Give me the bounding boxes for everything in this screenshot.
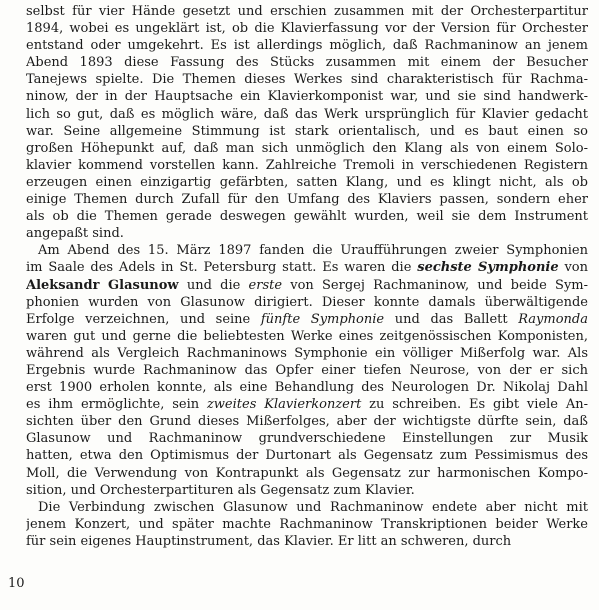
text-line: einige Themen durch Zufall für den Umfang des Klaviers passen, sondern eher <box>26 192 588 208</box>
text-run: im Saale des Adels in St. Petersburg statt. Es waren die <box>26 260 418 276</box>
emphasis-text: sechste Symphonie <box>417 260 559 276</box>
text-line: Tanejews spielte. Die Themen dieses Werkes sind charakteristisch für Rachma- <box>26 72 588 88</box>
text-run: zu schreiben. Es gibt viele An- <box>361 397 588 413</box>
emphasis-text: fünfte Symphonie <box>260 311 385 327</box>
text-line: für sein eigenes Hauptinstrument, das Klavier. Er litt an schweren, durch <box>26 533 512 549</box>
text-run: phonien wurden von Glasunow dirigiert. Dieser konnte damals überwältigende <box>26 294 588 310</box>
text-line: entstand oder umgekehrt. Es ist allerdings möglich, daß Rachmaninow an jenem <box>26 38 588 54</box>
text-line: Abend 1893 diese Fassung des Stücks zusammen mit einem der Besucher <box>26 55 588 71</box>
text-line <box>26 362 588 379</box>
text-run: Glasunow und Rachmaninow grundverschiedene Einstellungen zur Musik <box>26 431 588 447</box>
text-run: erst 1900 erholen konnte, als eine Behandlung des Neurologen Dr. Nikolaj Dahl <box>26 380 588 396</box>
text-line: lich so gut, daß es möglich wäre, daß das Werk ursprünglich für Klavier gedacht <box>26 106 588 122</box>
text-run: und die <box>178 277 249 293</box>
emphasis-text: zweites Klavierkonzert <box>206 397 362 413</box>
text-line: jenem Konzert, und später machte Rachmaninow Transkriptionen beider Werke <box>26 516 588 532</box>
text-line: 1894, wobei es ungeklärt ist, ob die Klavierfassung vor der Version für Orchester <box>26 21 588 37</box>
text-line: erzeugen einen einzigartig gefärbten, satten Klang, und es klingt nicht, als ob <box>26 174 588 190</box>
text-run: sichten über den Grund dieses Mißerfolges, aber der wichtigste dürfte sein, daß <box>26 414 588 430</box>
text-line <box>26 294 588 311</box>
text-run: hatten, etwa den Optimismus der Durtonart als Gegensatz zum Pessimismus des <box>26 448 588 464</box>
text-run: es ihm ermöglichte, sein <box>26 397 207 413</box>
text-run: von Sergej Rachmaninow, und beide Sym- <box>282 277 588 293</box>
text-run: während als Vergleich Rachmaninows Symphonie ein völliger Mißerfolg war. Als <box>26 345 588 361</box>
text-line <box>26 328 588 345</box>
emphasis-text: erste <box>248 277 283 293</box>
text-line: als ob die Themen gerade deswegen gewählt wurden, weil sie dem Instrument <box>26 209 588 225</box>
paragraph <box>26 242 588 498</box>
text-line <box>26 430 588 447</box>
text-line <box>26 259 588 276</box>
text-line <box>26 465 588 482</box>
text-run: von <box>558 260 588 276</box>
text-line: angepaßt sind. <box>26 226 124 242</box>
text-line <box>26 413 588 430</box>
text-line <box>26 277 588 294</box>
emphasis-text: Raymonda <box>518 311 588 327</box>
text-run: waren gut und gerne die beliebtesten Werke eines zeitgenössischen Komponisten, <box>26 328 588 344</box>
text-line: klavier kommend vorstellen kann. Zahlreiche Tremoli in verschiedenen Registern <box>26 157 588 173</box>
text-line: großen Höhepunkt auf, daß man sich unmöglich den Klang als von einem Solo- <box>26 140 588 156</box>
text-line <box>26 242 588 259</box>
paragraph <box>26 499 588 550</box>
text-line <box>26 482 588 499</box>
page-number: 10 <box>8 576 25 591</box>
text-line <box>26 311 588 328</box>
paragraph <box>26 3 588 242</box>
text-run: Am Abend des 15. März 1897 fanden die Uraufführungen zweier Symphonien <box>38 243 588 259</box>
text-run: sition, und Orchesterpartituren als Gegensatz zum Klavier. <box>26 482 415 498</box>
text-run: und das Ballett <box>384 311 519 327</box>
text-run: Ergebnis wurde Rachmaninow das Opfer einer tiefen Neurose, von der er sich <box>26 362 588 378</box>
body-text <box>26 3 588 550</box>
emphasis-text: Aleksandr Glasunow <box>26 277 179 293</box>
text-line <box>26 379 588 396</box>
text-line: Die Verbindung zwischen Glasunow und Rachmaninow endete aber nicht mit <box>38 499 588 515</box>
text-line <box>26 345 588 362</box>
text-line: ninow, der in der Hauptsache ein Klavierkomponist war, und sie sind handwerk- <box>26 89 588 105</box>
text-line <box>26 447 588 464</box>
text-line: war. Seine allgemeine Stimmung ist stark orientalisch, und es baut einen so <box>26 123 588 139</box>
text-run: Erfolge verzeichnen, und seine <box>26 311 261 327</box>
text-line: selbst für vier Hände gesetzt und erschien zusammen mit der Orchesterpartitur <box>26 4 588 19</box>
text-line <box>26 396 588 413</box>
text-run: Moll, die Verwendung von Kontrapunkt als Gegensatz zur harmonischen Kompo- <box>26 465 588 481</box>
